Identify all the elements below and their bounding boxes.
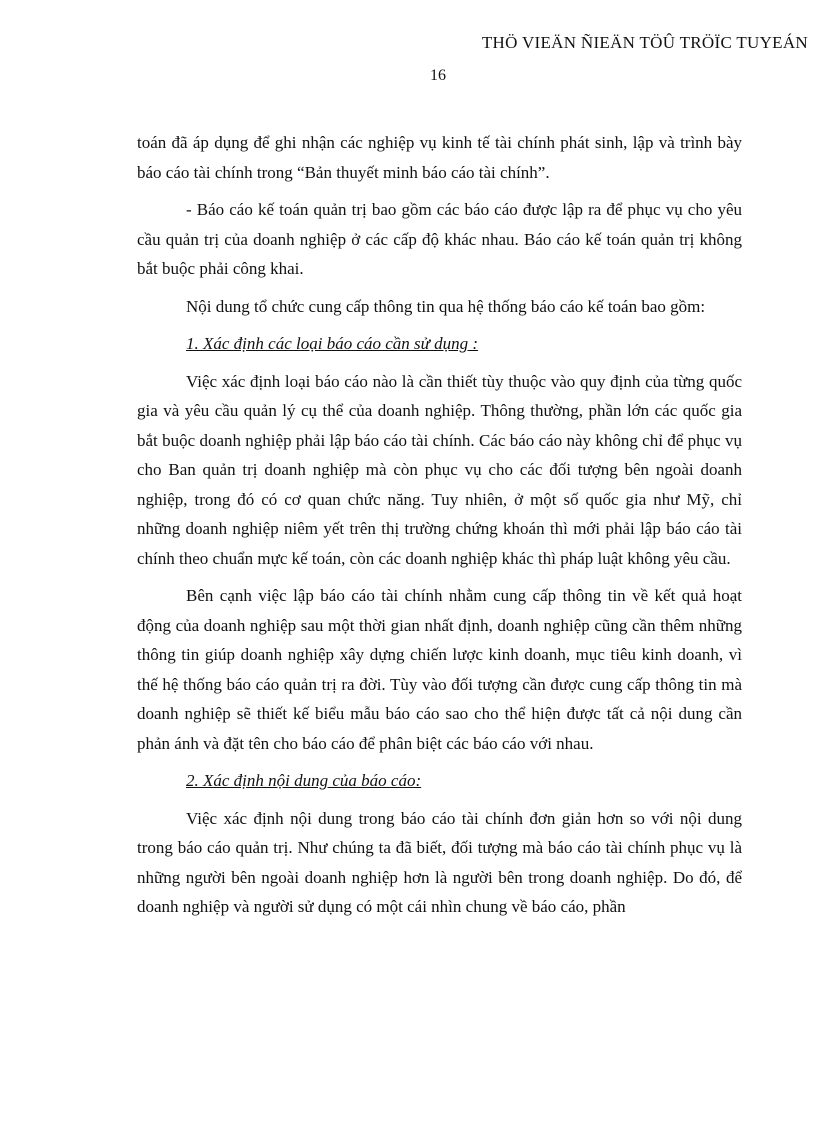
paragraph-management-reports: - Báo cáo kế toán quản trị bao gồm các báo cáo được lập ra để phục vụ cho yêu cầu quản trị của doanh nghiệp ở các cấp độ khác nhau. Báo cáo kế toán quản trị không bắt buộc phải công khai. — [137, 200, 742, 278]
paragraph-report-content: Việc xác định nội dung trong báo cáo tài chính đơn giản hơn so với nội dung trong báo cáo quản trị. Như chúng ta đã biết, đối tượng mà báo cáo tài chính phục vụ là những người bên ngoài doanh nghiệp hơn là người bên trong doanh nghiệp. Do đó, để doanh nghiệp và người sử dụng có một cái nhìn chung về báo cáo, phần — [137, 808, 742, 916]
page-number: 16 — [430, 67, 446, 84]
paragraph-continuation: toán đã áp dụng để ghi nhận các nghiệp vụ kinh tế tài chính phát sinh, lập và trình bày báo cáo tài chính trong “Bản thuyết minh báo cáo tài chính”. — [137, 133, 742, 182]
section-heading-1: 1. Xác định các loại báo cáo cần sử dụng : — [186, 334, 479, 353]
paragraph-report-types: Việc xác định loại báo cáo nào là cần thiết tùy thuộc vào quy định của từng quốc gia và yêu cầu quản lý cụ thể của doanh nghiệp. Thông thường, phần lớn các quốc gia bắt buộc doanh nghiệp phải lập báo cáo tài chính. Các báo cáo này không chỉ để phục vụ cho Ban quản trị doanh nghiệp mà còn phục vụ cho các đối tượng bên ngoài doanh nghiệp, trong đó có cơ quan chức năng. Tuy nhiên, ở một số quốc gia như Mỹ, chỉ những doanh nghiệp niêm yết trên thị trường chứng khoán thì mới phải lập báo cáo tài chính theo chuẩn mực kế toán, còn các doanh nghiệp khác thì pháp luật không yêu cầu. — [137, 371, 742, 568]
paragraph-management-info: Bên cạnh việc lập báo cáo tài chính nhằm cung cấp thông tin về kết quả hoạt động của doanh nghiệp sau một thời gian nhất định, doanh nghiệp cũng cần thêm những thông tin giúp doanh nghiệp xây dựng chiến lược kinh doanh, mục tiêu kinh doanh, vì thế hệ thống báo cáo quản trị ra đời. Tùy vào đối tượng cần được cung cấp thông tin mà doanh nghiệp sẽ thiết kế biểu mẫu báo cáo sao cho thể hiện được tất cả nội dung cần phản ánh và đặt tên cho báo cáo để phân biệt các báo cáo với nhau. — [137, 586, 742, 753]
running-header-title: THÖ VIEÄN ÑIEÄN TÖÛ TRÖÏC TUYEÁN — [481, 33, 808, 52]
section-heading-2: 2. Xác định nội dung của báo cáo: — [186, 771, 422, 790]
paragraph-content-intro: Nội dung tổ chức cung cấp thông tin qua hệ thống báo cáo kế toán bao gồm: — [186, 296, 706, 316]
document-body — [137, 128, 742, 930]
